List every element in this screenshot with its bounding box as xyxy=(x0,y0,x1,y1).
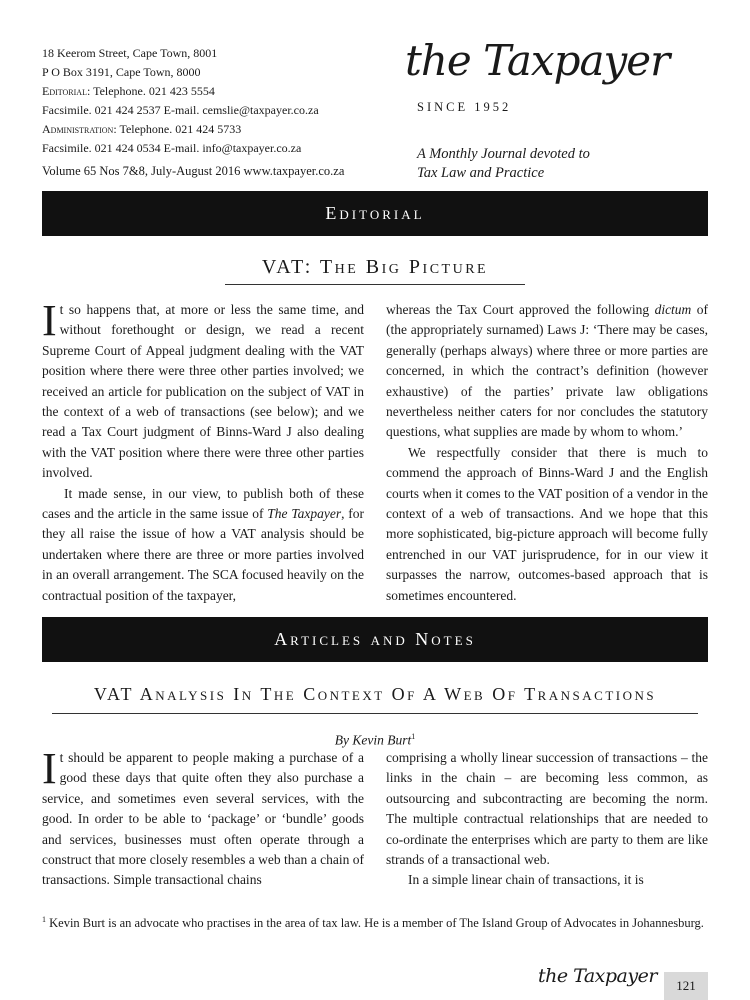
paragraph: In a simple linear chain of transactions, it is xyxy=(408,872,644,888)
dictum-term: dictum xyxy=(654,302,692,317)
paragraph: It so happens that, at more or less the same time, and without forethought or design, we read a recent Supreme Court of Appeal judgment dealing with the VAT position where there were three other parties involved; we received an article for publication on the subject of VAT in the context of a web of transactions (see below); and we read a Tax Court judgment of Binns-Ward J also dealing with the VAT position where there were three other parties involved. xyxy=(42,296,364,481)
address-line: Editorial: Telephone. 021 423 5554 xyxy=(42,84,215,98)
editorial-column-right xyxy=(386,300,708,606)
paragraph: It made sense, in our view, to publish both of these cases and the article in the same issue of The Taxpayer, for they all raise the issue of how a VAT analysis should be undertaken where there are three or more parties involved in an overall arrangement. The SCA focused heavily on the contractual position of the taxpayer, xyxy=(42,485,365,603)
editorial-title-rule xyxy=(225,284,525,285)
address-line: Facsimile. 021 424 2537 E-mail. cemslie@taxpayer.co.za xyxy=(42,103,319,117)
paragraph: whereas the Tax Court approved the following dictum of (the appropriately surnamed) Laws J: ‘There may be cases, generally (perhaps always) where three or more parties are concerned, in which the contract’s definition (however exhaustive) of the parties’ private law obligations nevertheless neither caters for nor concludes the statutory questions, what supplies are made by whom to whom.’ xyxy=(386,302,708,440)
contact-address-block xyxy=(42,44,319,158)
articles-banner xyxy=(42,617,708,662)
address-line: 18 Keerom Street, Cape Town, 8001 xyxy=(42,46,218,60)
article-column-right xyxy=(386,748,708,891)
footnote-marker: 1 xyxy=(42,915,46,924)
page-number xyxy=(664,972,708,1000)
editorial-banner-label: Editorial xyxy=(325,203,425,223)
journal-tagline xyxy=(417,145,590,183)
address-line: Administration: Telephone. 021 424 5733 xyxy=(42,122,242,136)
article-title: VAT Analysis In The Context Of A Web Of Transactions xyxy=(93,684,657,704)
articles-banner-label: Articles and Notes xyxy=(274,629,476,649)
volume-info: Volume 65 Nos 7&8, July-August 2016 www.taxpayer.co.za xyxy=(42,164,345,178)
editorial-column-left xyxy=(42,296,365,606)
paragraph: comprising a wholly linear succession of transactions – the links in the chain – are becoming less common, as outsourcing and subcontracting are becoming the norm. The multiple contractual relationships that are needed to co-ordinate the enterprises which are party to them are like strands of a transactional web. xyxy=(386,750,708,868)
paragraph: We respectfully consider that there is much to commend the approach of Binns-Ward J and the English courts when it comes to the VAT position of a vendor in the context of a web of transactions. And we hope that this more sophisticated, big-picture approach will become fully entrenched in our VAT jurisprudence, for in our view it surpasses the narrow, outcomes-based approach that is sometimes encountered. xyxy=(386,444,708,603)
since-label: SINCE 1952 xyxy=(417,100,512,114)
paragraph: It should be apparent to people making a purchase of a good these days that quite often they also purchase a service, and sometimes even several services, with the good. In order to be able to ‘package’ or ‘bundle’ goods and services, businesses must often operate through a construct that more closely resembles a web than a chain of transactions. Simple transactional chains xyxy=(42,744,364,888)
article-column-left xyxy=(42,744,364,891)
editorial-banner xyxy=(42,191,708,236)
address-line: P O Box 3191, Cape Town, 8000 xyxy=(42,65,201,79)
editorial-title: VAT: The Big Picture xyxy=(261,256,489,278)
taxpayer-logo: the Taxpayer xyxy=(405,36,670,85)
journal-name: The Taxpayer xyxy=(267,506,342,522)
page-number-label: 121 xyxy=(676,978,696,993)
footnote-ref: 1 xyxy=(411,732,416,741)
article-byline: By Kevin Burt$^1$ xyxy=(334,732,416,748)
address-line: Facsimile. 021 424 0534 E-mail. info@taxpayer.co.za xyxy=(42,141,302,155)
footnote: $^1$ Kevin Burt is an advocate who practises in the area of tax law. He is a member of The Island Group of Advocates in Johannesburg. xyxy=(42,915,704,931)
article-title-rule xyxy=(52,713,698,714)
tagline-line: A Monthly Journal devoted to xyxy=(417,146,590,162)
drop-cap: I xyxy=(42,744,57,793)
tagline-line: Tax Law and Practice xyxy=(417,165,545,181)
drop-cap: I xyxy=(42,296,57,345)
footer-logo: the Taxpayer xyxy=(538,965,657,987)
